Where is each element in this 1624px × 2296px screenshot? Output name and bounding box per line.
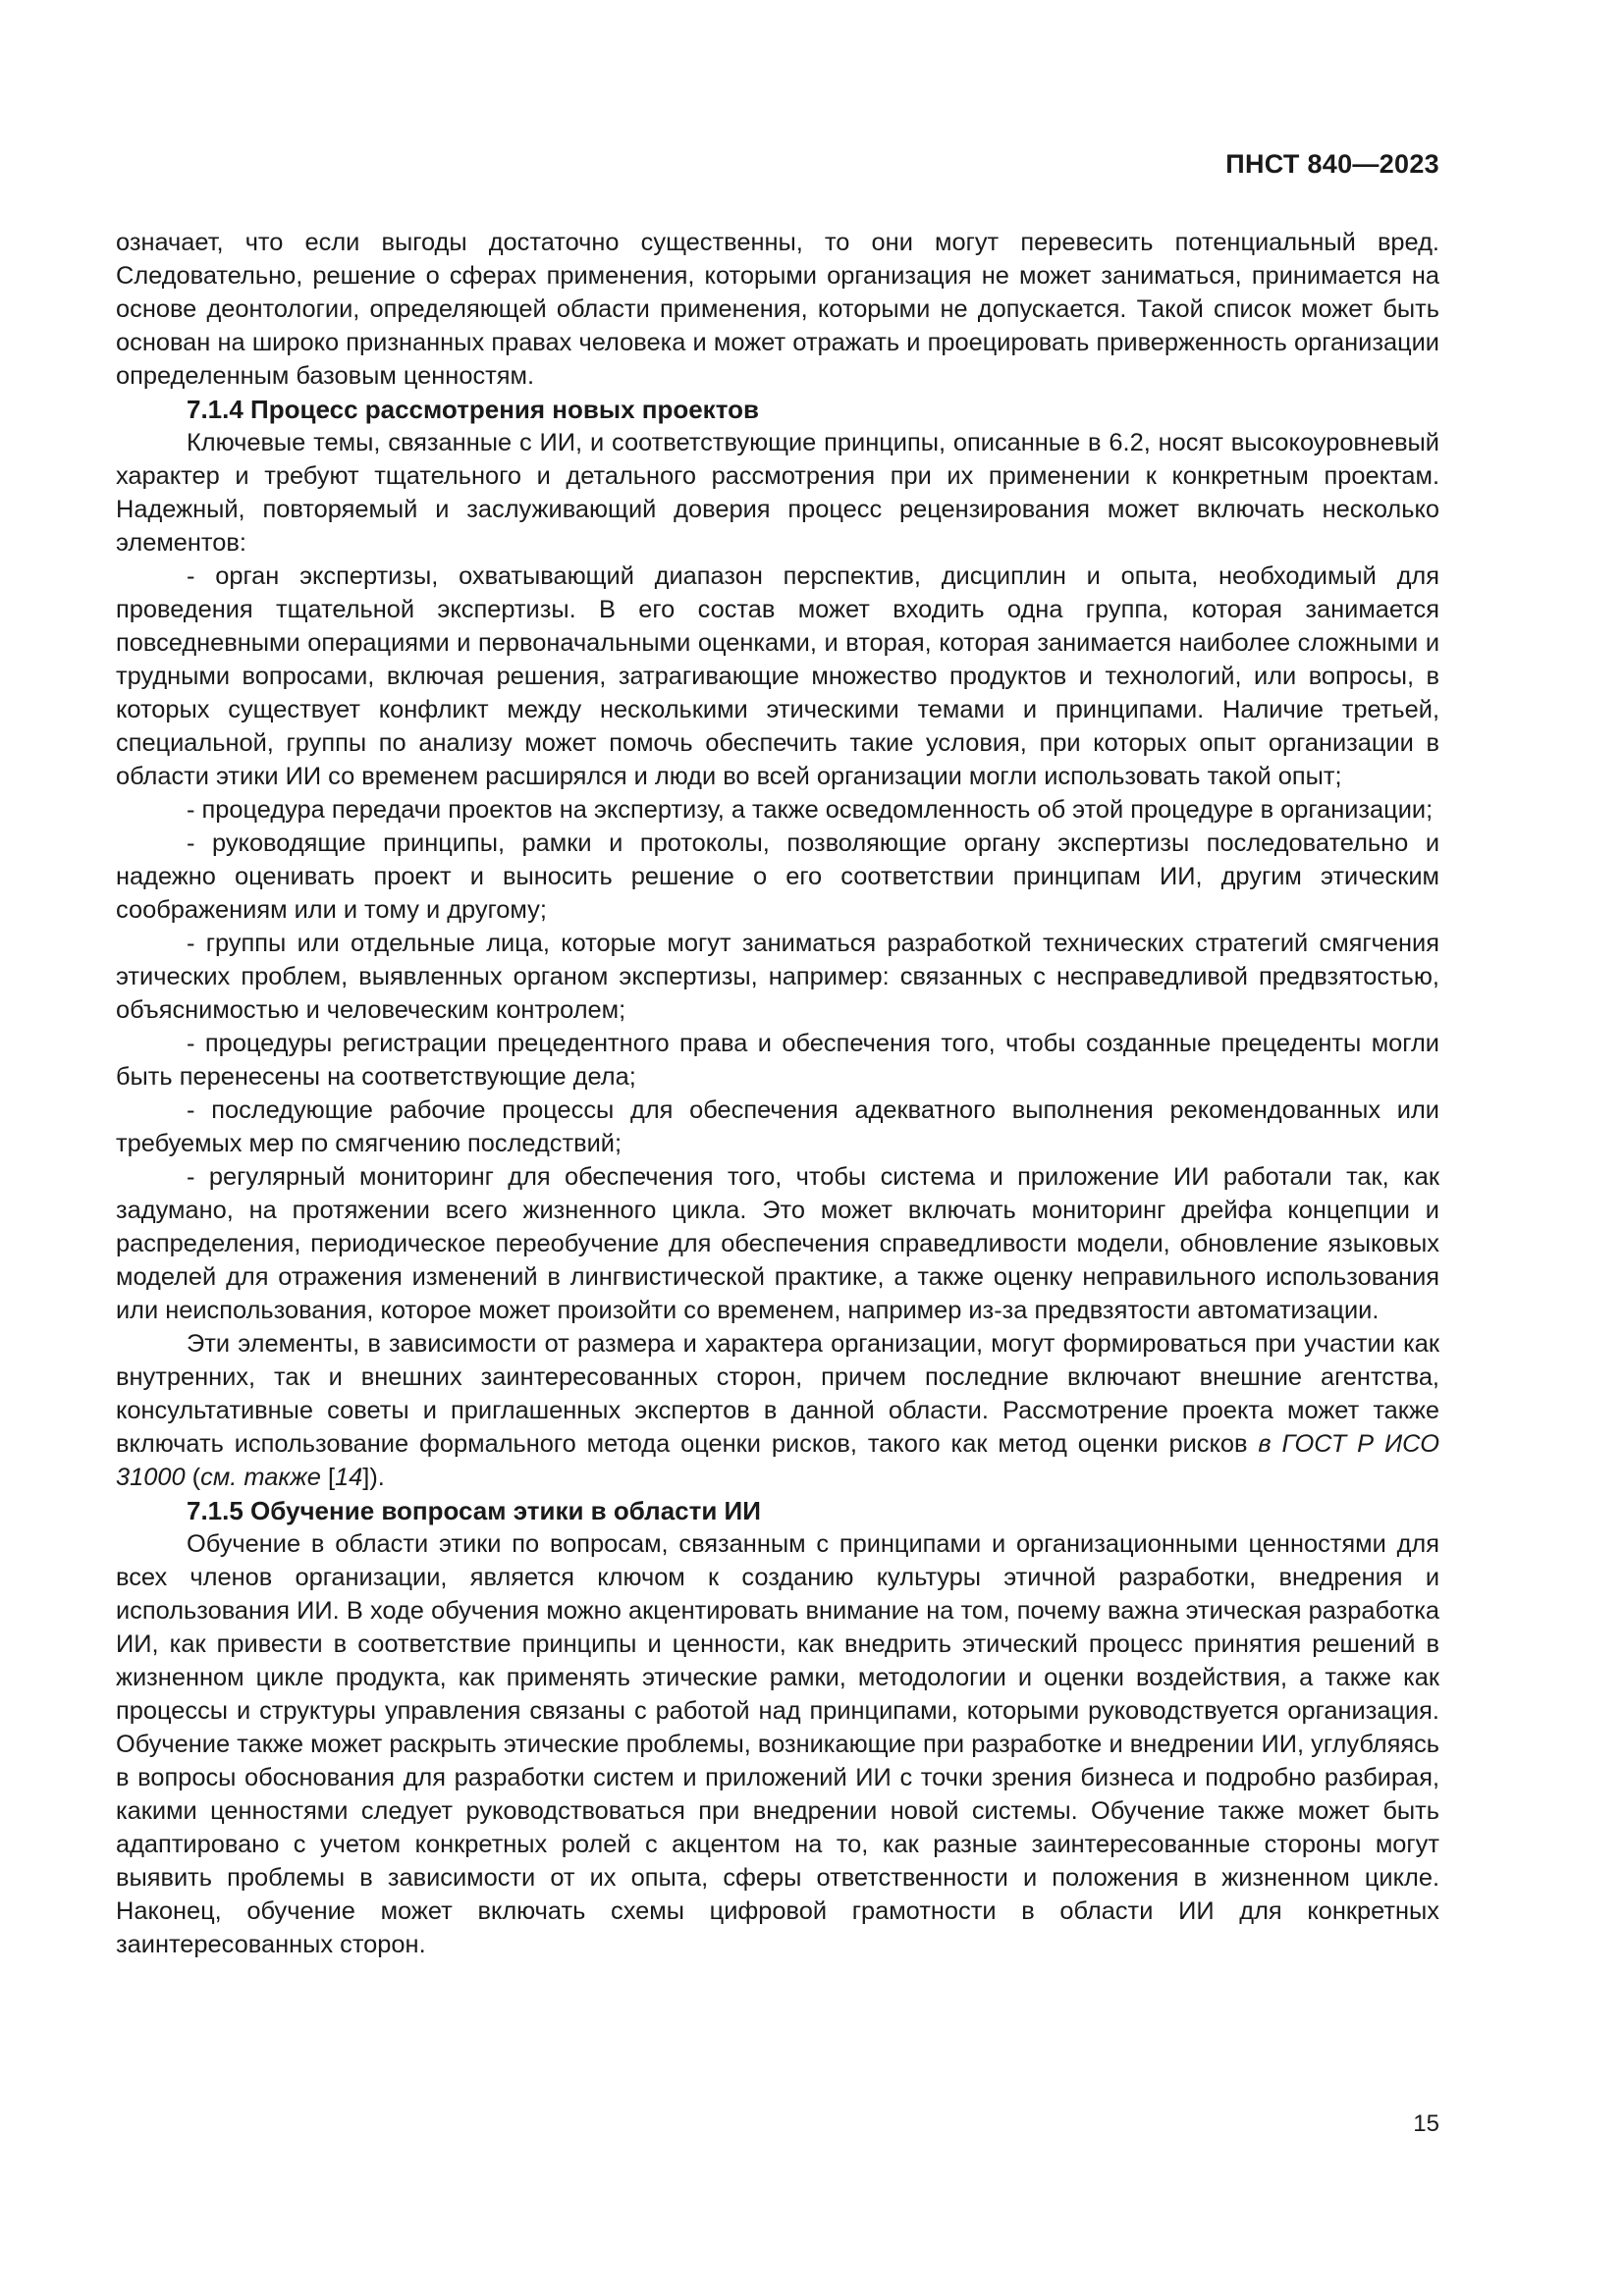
see-also-text: см. также <box>200 1464 321 1491</box>
conclusion-text: ( <box>185 1464 201 1491</box>
list-item: - регулярный мониторинг для обеспечения того, чтобы система и приложение ИИ работали так, как задумано, на протяжении всего жизненного цикла. Это может включать мониторинг дрейфа концепции и распределения, периодическое переобучение для обеспечения справедливости модели, обновление языковых моделей для отражения изменений в лингвистической практике, а также оценку неправильного использования или неиспользования, которое может произойти со временем, например из-за предвзятости автоматизации. <box>116 1163 1439 1324</box>
page-number: 15 <box>1413 2110 1439 2137</box>
list-item: - процедуры регистрации прецедентного права и обеспечения того, чтобы созданные прецеденты могли быть перенесены на соответствующие дела; <box>116 1030 1439 1091</box>
bibliography-reference: 14 <box>335 1464 363 1491</box>
conclusion-text: Эти элементы, в зависимости от размера и характера организации, могут формироваться при участии как внутренних, так и внешних заинтересованных сторон, причем последние включают внешние агентства, консультативные советы и приглашенных экспертов в данной области. Рассмотрение проекта может также включать использование формального метода оценки рисков, такого как метод оценки рисков <box>116 1330 1439 1458</box>
list-item: - руководящие принципы, рамки и протоколы, позволяющие органу экспертизы последовательно и надежно оценивать проект и выносить решение о его соответствии принципам ИИ, другим этическим соображениям или и тому и другому; <box>116 829 1439 924</box>
conclusion-text: [ <box>320 1464 336 1491</box>
list-item: - группы или отдельные лица, которые могут заниматься разработкой технических стратегий смягчения этических проблем, выявленных органом экспертизы, например: связанных с несправедливой предвзятостью, объяснимостью и человеческим контролем; <box>116 930 1439 1024</box>
list-item: - процедура передачи проектов на экспертизу, а также осведомленность об этой процедуре в организации; <box>187 796 1434 824</box>
paragraph-7-1-4-conclusion <box>116 1327 1439 1494</box>
standard-reference: в ГОСТ Р ИСО 31000 <box>116 1430 1439 1491</box>
page-body <box>116 226 1439 1961</box>
paragraph-continuation: означает, что если выгоды достаточно существенны, то они могут перевесить потенциальный вред. Следовательно, решение о сферах применения, которыми организация не может заниматься, принимается на основе деонтологии, определяющей области применения, которыми не допускается. Такой список может быть основан на широко признанных правах человека и может отражать и проецировать приверженность организации определенным базовым ценностям. <box>116 229 1439 390</box>
paragraph-7-1-5: Обучение в области этики по вопросам, связанным с принципами и организационными ценностями для всех членов организации, является ключом к созданию культуры этичной разработки, внедрения и использования ИИ. В ходе обучения можно акцентировать внимание на том, почему важна этическая разработка ИИ, как привести в соответствие принципы и ценности, как внедрить этический процесс принятия решений в жизненном цикле продукта, как применять этические рамки, методологии и оценки воздействия, а также как процессы и структуры управления связаны с работой над принципами, которыми руководствуется организация. Обучение также может раскрыть этические проблемы, возникающие при разработке и внедрении ИИ, углубляясь в вопросы обоснования для разработки систем и приложений ИИ с точки зрения бизнеса и подробно разбирая, какими ценностями следует руководствоваться при внедрении новой системы. Обучение также может быть адаптировано с учетом конкретных ролей с акцентом на то, как разные заинтересованные стороны могут выявить проблемы в зависимости от их опыта, сферы ответственности и положения в жизненном цикле. Наконец, обучение может включать схемы цифровой грамотности в области ИИ для конкретных заинтересованных сторон. <box>116 1530 1439 1958</box>
section-heading-7-1-5: 7.1.5 Обучение вопросам этики в области ИИ <box>187 1496 761 1525</box>
section-heading-7-1-4: 7.1.4 Процесс рассмотрения новых проектов <box>187 395 759 424</box>
list-item: - последующие рабочие процессы для обеспечения адекватного выполнения рекомендованных или требуемых мер по смягчению последствий; <box>116 1096 1439 1157</box>
paragraph-7-1-4-intro: Ключевые темы, связанные с ИИ, и соответствующие принципы, описанные в 6.2, носят высокоуровневый характер и требуют тщательного и детального рассмотрения при их применении к конкретным проектам. Надежный, повторяемый и заслуживающий доверия процесс рецензирования может включать несколько элементов: <box>116 429 1439 557</box>
document-code: ПНСТ 840—2023 <box>1225 149 1439 179</box>
list-item: - орган экспертизы, охватывающий диапазон перспектив, дисциплин и опыта, необходимый для проведения тщательной экспертизы. В его состав может входить одна группа, которая занимается повседневными операциями и первоначальными оценками, и вторая, которая занимается наиболее сложными и трудными вопросами, включая решения, затрагивающие множество продуктов и технологий, или вопросы, в которых существует конфликт между несколькими этическими темами и принципами. Наличие третьей, специальной, группы по анализу может помочь обеспечить такие условия, при которых опыт организации в области этики ИИ со временем расширялся и люди во всей организации могли использовать такой опыт; <box>116 562 1439 790</box>
conclusion-text: ]). <box>362 1464 385 1491</box>
